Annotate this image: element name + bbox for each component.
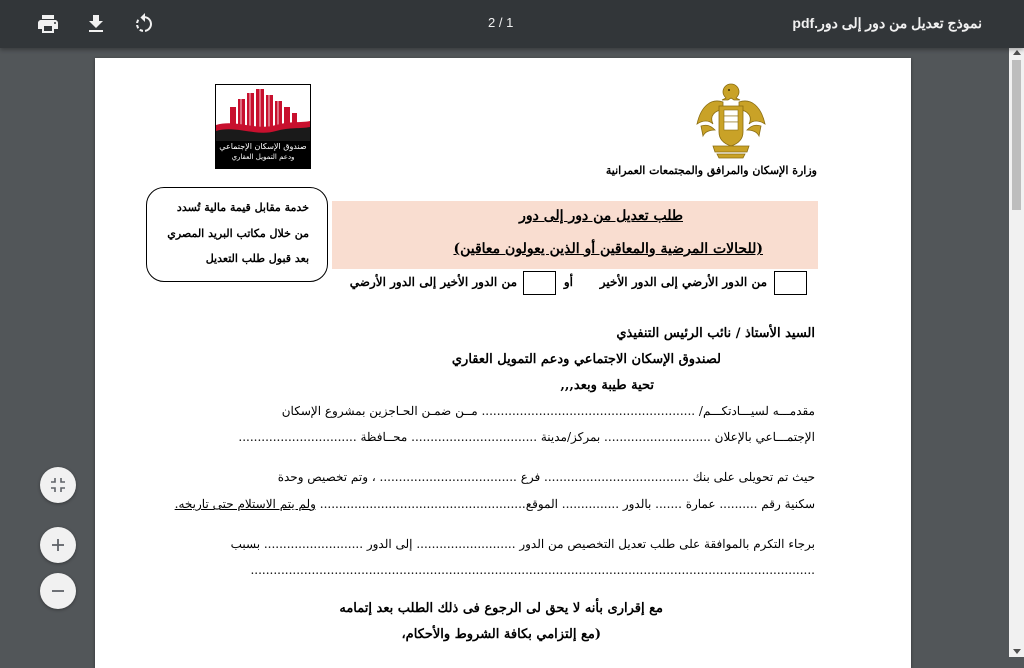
- zoom-out-button[interactable]: [40, 573, 76, 609]
- applicant-line: مقدمـــه لسيـــادتكـــم/ ........................................................ مــن ضمـن الحـاجزين بمشروع الإسكان: [281, 404, 815, 418]
- service-note-line: بعد قبول طلب التعديل: [205, 252, 309, 265]
- plus-icon: [49, 536, 67, 554]
- ministry-name: وزارة الإسكان والمرافق والمجتمعات العمرانية: [605, 164, 817, 177]
- checkbox-top-to-ground[interactable]: [523, 271, 556, 295]
- zoom-in-button[interactable]: [40, 527, 76, 563]
- unit-details: سكنية رقم .......... عمارة ....... بالدور ............... الموقع......................................................: [319, 497, 815, 511]
- greeting: تحية طيبة وبعد,,,: [560, 378, 654, 393]
- pdf-toolbar: [0, 0, 1024, 48]
- vertical-scrollbar[interactable]: [1009, 48, 1024, 657]
- pdf-page: [95, 58, 911, 668]
- page-counter: 2 / 1: [488, 15, 514, 30]
- option-top-to-ground-label: من الدور الأخير إلى الدور الأرضي: [349, 275, 517, 289]
- housing-fund-logo: [215, 84, 311, 169]
- bank-line: حيث تم تحويلى على بنك ...................................... فرع .................................... ، وتم تخصيص وحدة: [277, 470, 815, 484]
- service-fee-note: [146, 187, 328, 282]
- document-title: نموذج تعديل من دور إلى دور.pdf: [792, 15, 982, 31]
- service-note-line: من خلال مكاتب البريد المصري: [167, 227, 309, 240]
- declaration-line2: (مع إلتزامي بكافة الشروط والأحكام،: [401, 627, 601, 642]
- option-ground-to-top-label: من الدور الأرضي إلى الدور الأخير: [599, 275, 767, 289]
- logo-text-line1: صندوق الإسكان الإجتماعي: [219, 142, 307, 151]
- form-subtitle: (للحالات المرضية والمعاقين أو الذين يعولون معاقين): [453, 241, 763, 257]
- minus-icon: [49, 582, 67, 600]
- announcement-line: الإجتمـــاعي بالإعلان ............................ بمركز/مدينة ................................. محــافظة ...............................: [238, 430, 815, 444]
- option-or-label: أو: [563, 275, 573, 289]
- not-received-note: ولم يتم الاستلام حتى تاريخه.: [174, 497, 316, 511]
- logo-text-line2: ودعم التمويل العقاري: [231, 153, 295, 161]
- reason-dots-line: ....................................................................................................................................................: [250, 563, 815, 577]
- fit-to-page-button[interactable]: [40, 467, 76, 503]
- rotate-icon[interactable]: [132, 12, 156, 36]
- scrollbar-thumb[interactable]: [1012, 60, 1021, 210]
- checkbox-ground-to-top[interactable]: [774, 271, 807, 295]
- request-line: برجاء التكرم بالموافقة على طلب تعديل التخصيص من الدور .......................... إلى الدور .......................... بسبب: [230, 537, 815, 551]
- form-title: طلب تعديل من دور إلى دور: [519, 208, 683, 224]
- fit-to-page-icon: [49, 476, 67, 494]
- addressee-line2: لصندوق الإسكان الاجتماعي ودعم التمويل العقاري: [451, 352, 721, 367]
- download-icon[interactable]: [84, 12, 108, 36]
- print-icon[interactable]: [36, 12, 60, 36]
- declaration-line1: مع إقرارى بأنه لا يحق لى الرجوع فى ذلك الطلب بعد إتمامه: [339, 601, 663, 616]
- service-note-line: خدمة مقابل قيمة مالية تُسدد: [176, 201, 309, 214]
- addressee-line1: السيد الأستاذ / نائب الرئيس التنفيذي: [616, 326, 815, 341]
- scroll-up-arrow-icon[interactable]: [1013, 50, 1021, 55]
- unit-line: [175, 497, 815, 511]
- egypt-eagle-emblem: [695, 80, 767, 160]
- scroll-down-arrow-icon[interactable]: [1013, 649, 1021, 654]
